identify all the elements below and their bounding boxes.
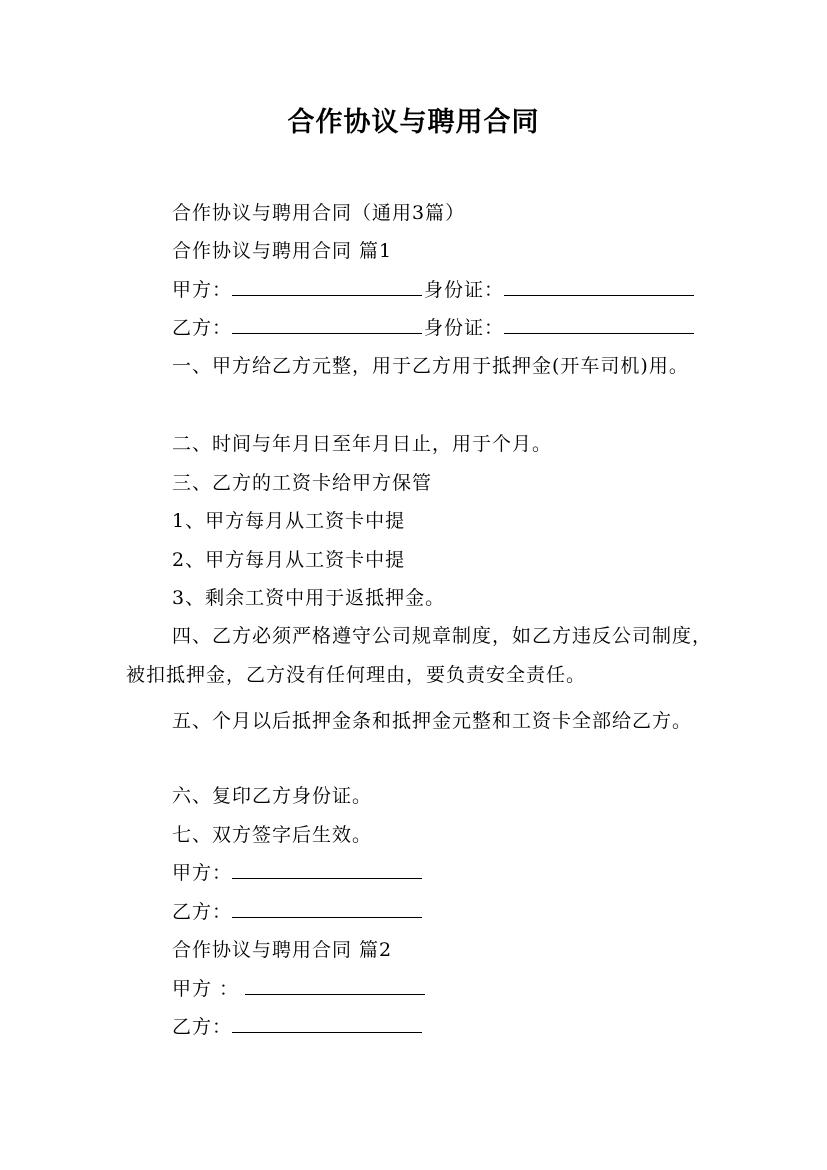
clause-5: 五、个月以后抵押金条和抵押金元整和工资卡全部给乙方。 (172, 710, 693, 732)
party-a-id-blank (504, 277, 694, 296)
party-a-label: 甲方： (172, 279, 233, 301)
clause-3-item-1: 1、甲方每月从工资卡中提 (172, 510, 406, 532)
document-subtitle: 合作协议与聘用合同（通用3篇） (172, 202, 466, 224)
part2-party-a-blank (245, 976, 425, 995)
sign-party-b-row (172, 899, 424, 925)
party-a-name-blank (232, 277, 422, 296)
party-b-name-blank (232, 315, 422, 334)
clause-2: 二、时间与年月日至年月日止，用于个月。 (172, 433, 553, 455)
clause-6: 六、复印乙方身份证。 (172, 785, 373, 807)
sign-party-a-label: 甲方： (172, 862, 233, 884)
clause-3-item-2: 2、甲方每月从工资卡中提 (172, 549, 406, 571)
part1-heading: 合作协议与聘用合同 篇1 (172, 240, 393, 262)
clause-3: 三、乙方的工资卡给甲方保管 (172, 472, 433, 494)
sign-party-b-label: 乙方： (172, 901, 233, 923)
party-b-id-row (172, 315, 696, 341)
party-a-id-label: 身份证： (424, 279, 505, 301)
document-title: 合作协议与聘用合同 (287, 107, 540, 138)
part2-party-a-row (172, 976, 427, 1002)
part2-party-b-blank (232, 1014, 422, 1033)
clause-7: 七、双方签字后生效。 (172, 824, 373, 846)
party-b-id-label: 身份证： (424, 317, 505, 339)
part2-party-b-row (172, 1014, 424, 1040)
sign-party-b-blank (232, 899, 422, 918)
part2-party-b-label: 乙方： (172, 1016, 233, 1038)
clause-3-item-3: 3、剩余工资中用于返抵押金。 (172, 587, 446, 609)
part2-party-a-label: 甲方 ： (172, 978, 240, 1000)
party-b-label: 乙方： (172, 317, 233, 339)
clause-4: 四、乙方必须严格遵守公司规章制度，如乙方违反公司制度，被扣抵押金，乙方没有任何理由，要负责安全责任。 (126, 625, 713, 686)
sign-party-a-row (172, 860, 424, 886)
party-a-id-row (172, 277, 696, 303)
clause-1: 一、甲方给乙方元整，用于乙方用于抵押金(开车司机)用。 (172, 355, 689, 377)
part2-heading: 合作协议与聘用合同 篇2 (172, 939, 393, 961)
sign-party-a-blank (232, 860, 422, 879)
party-b-id-blank (504, 315, 694, 334)
